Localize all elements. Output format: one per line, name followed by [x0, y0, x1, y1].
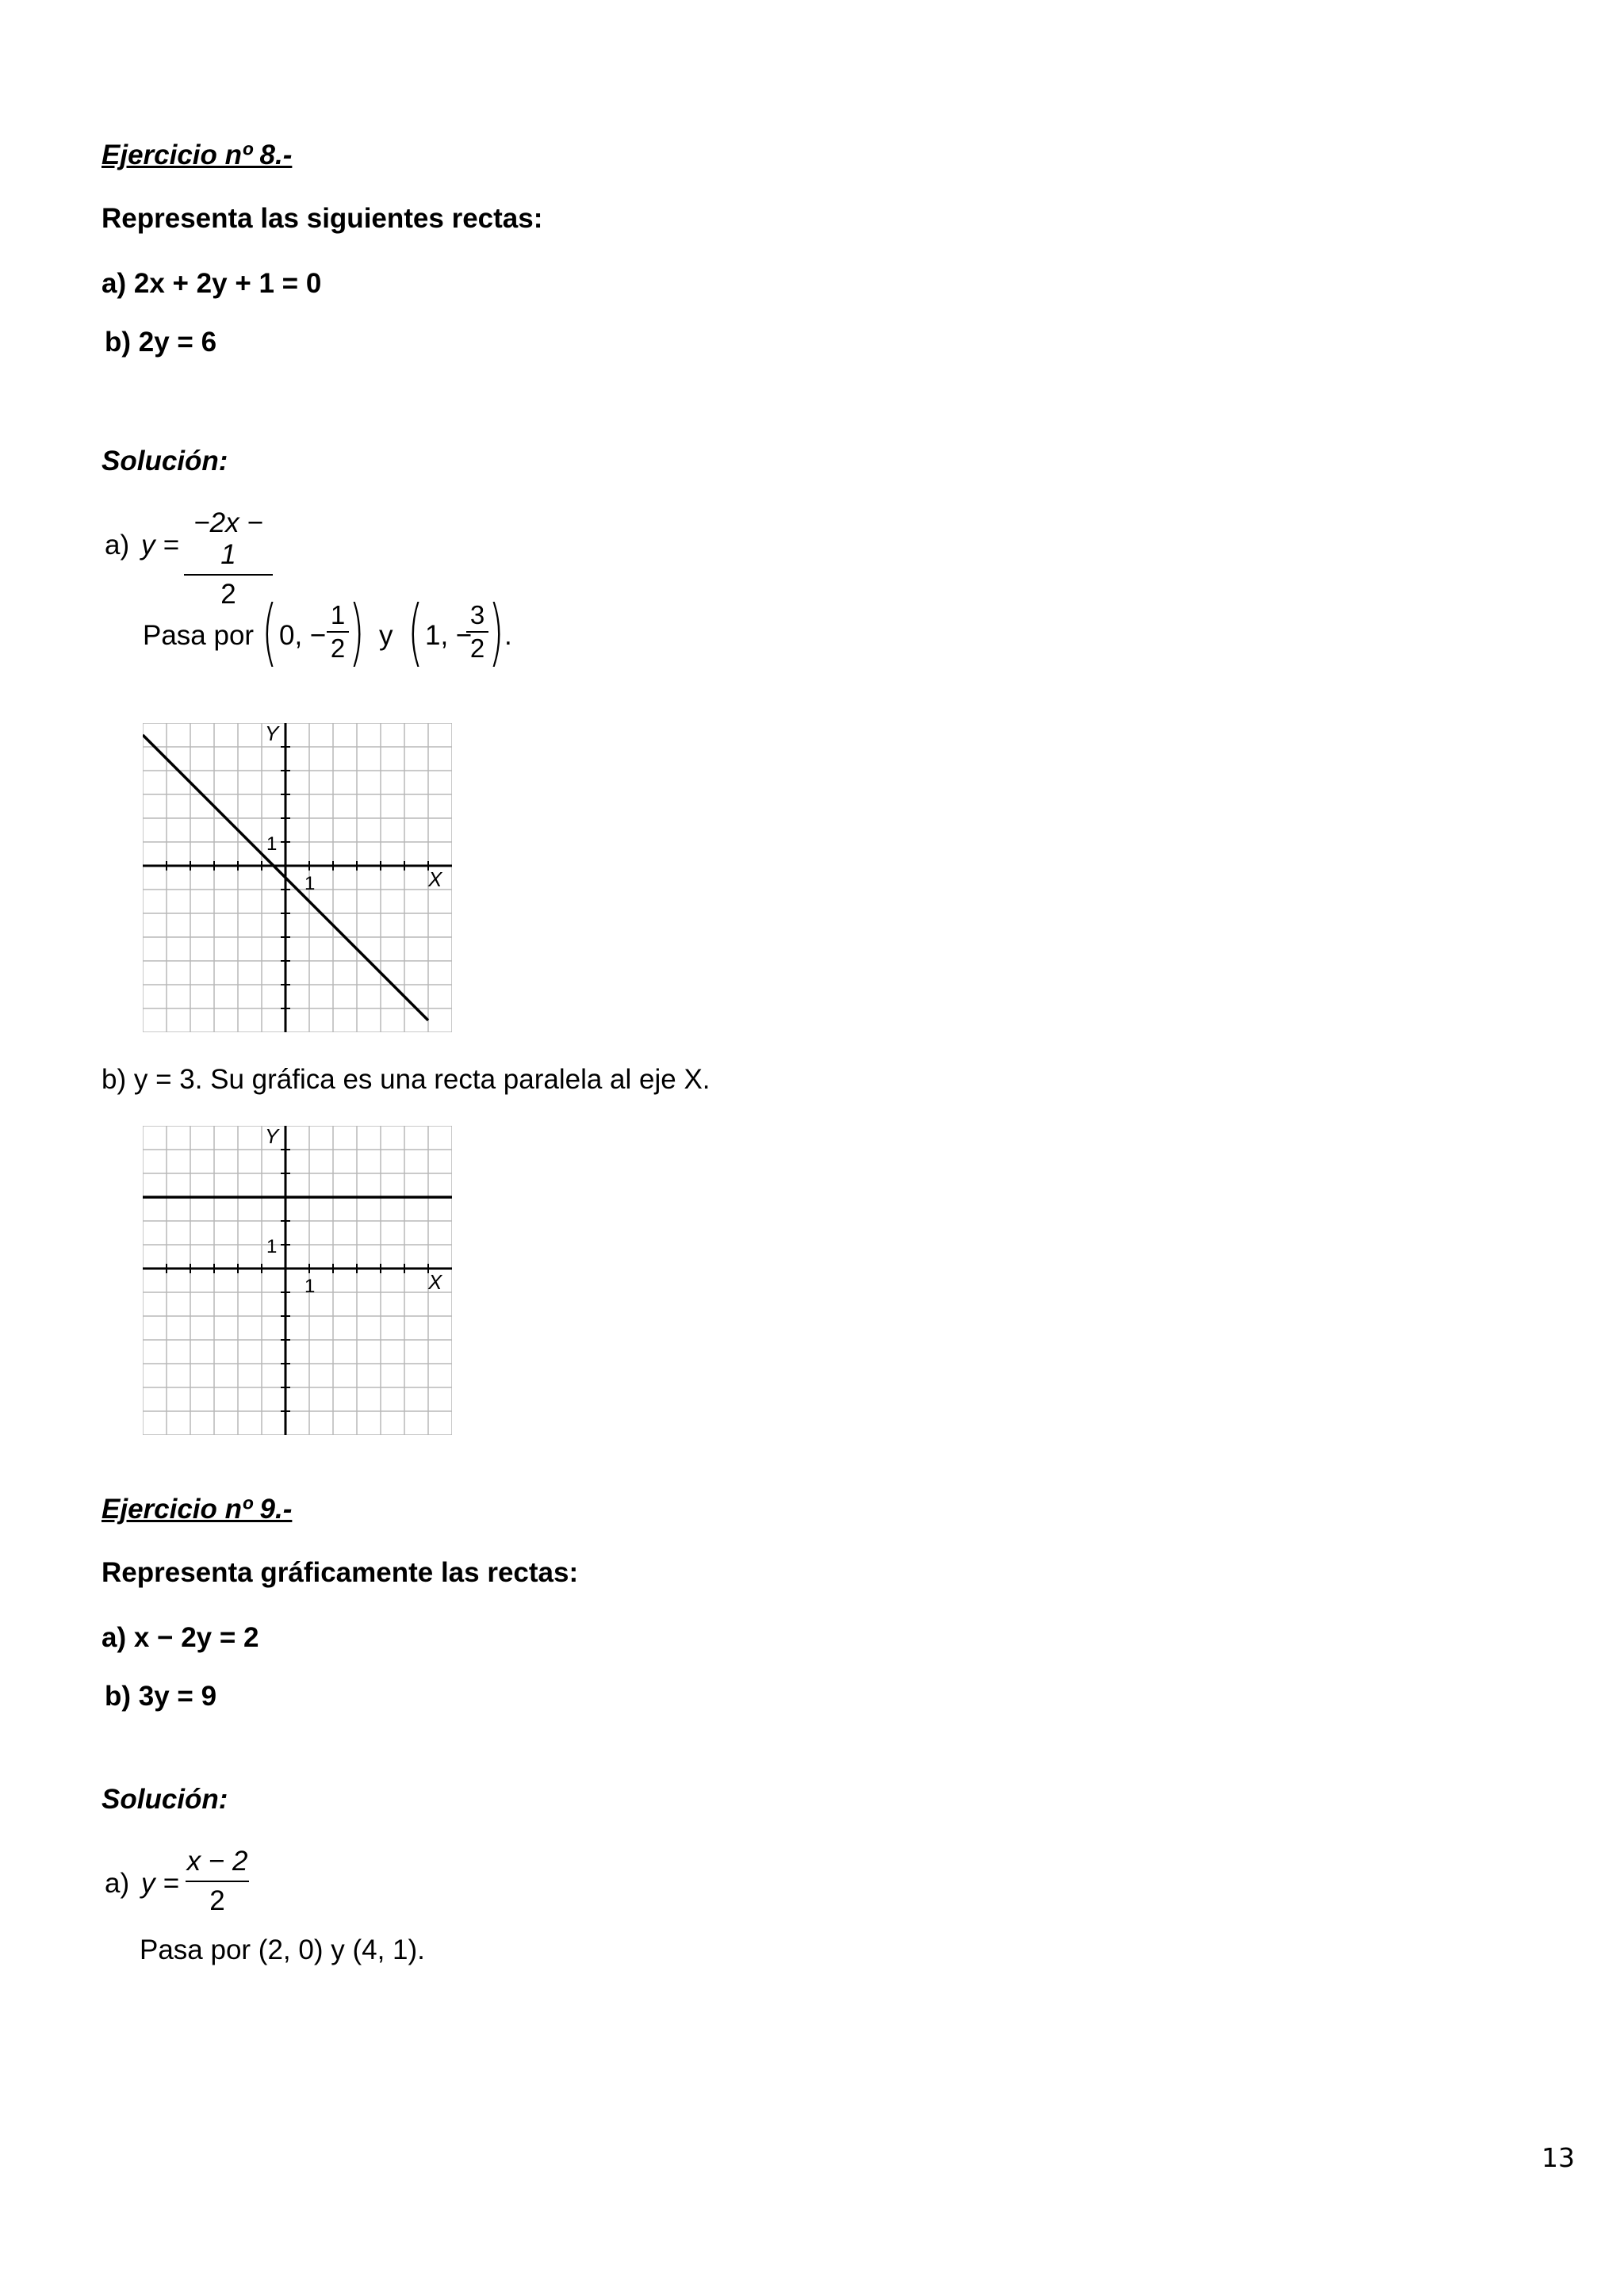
- point-2-x: 1, −: [425, 620, 473, 651]
- fraction-denominator: 2: [220, 579, 236, 610]
- ex9-solution-a-fraction: [186, 1846, 249, 1917]
- point-1-x: 0, −: [279, 620, 327, 651]
- x-tick-label: 1: [304, 873, 316, 894]
- paren-close-2: ): [488, 590, 504, 675]
- solution-a-fraction: [184, 507, 273, 610]
- point-2-fraction: [466, 601, 488, 663]
- conjunction-y: y: [379, 620, 393, 651]
- exercise-8-item-b: [105, 327, 216, 358]
- item-a-label: a): [102, 1622, 127, 1653]
- passes-through-label: Pasa por: [143, 620, 255, 651]
- fraction-bar: [184, 574, 273, 576]
- exercise-8-statement: Representa las siguientes rectas:: [102, 203, 543, 234]
- item-b-equation: 3y = 9: [138, 1681, 217, 1712]
- exercise-8-title: Ejercicio nº 8.-: [102, 140, 293, 170]
- item-a-label: a): [102, 268, 127, 299]
- x-tick-label: 1: [304, 1276, 316, 1297]
- paren-close-1: ): [349, 590, 365, 675]
- point-2-denominator: 2: [469, 633, 485, 663]
- item-a-equation: 2x + 2y + 1 = 0: [133, 268, 322, 299]
- solution-a-label: a): [105, 530, 130, 561]
- item-a-equation: x − 2y = 2: [133, 1622, 259, 1653]
- item-b-equation: 2y = 6: [138, 327, 217, 358]
- exercise-8-item-a: [102, 268, 321, 300]
- point-1-fraction: [327, 601, 349, 663]
- solution-b-text: b) y = 3. Su gráfica es una recta paralela al eje X.: [102, 1064, 710, 1095]
- y-axis-label: Y: [265, 723, 279, 745]
- paren-open-2: (: [408, 590, 423, 675]
- solution-a-lhs: y =: [141, 530, 179, 561]
- point-2-numerator: 3: [469, 600, 485, 629]
- ex9-solution-a-lhs: y =: [141, 1868, 179, 1899]
- paren-open-1: (: [262, 590, 278, 675]
- y-axis-label: Y: [265, 1126, 279, 1148]
- y-tick-label: 1: [266, 1236, 278, 1257]
- point-1-denominator: 2: [330, 633, 346, 663]
- exercise-9-solution-label: Solución:: [102, 1784, 228, 1815]
- fraction-bar: [186, 1881, 249, 1882]
- point-2-bar: [466, 631, 488, 633]
- exercise-8-solution-label: Solución:: [102, 446, 228, 476]
- exercise-9-statement: Representa gráficamente las rectas:: [102, 1557, 579, 1588]
- item-b-label: b): [105, 327, 132, 358]
- ex9-passes-through: Pasa por (2, 0) y (4, 1).: [140, 1934, 425, 1965]
- point-1-numerator: 1: [330, 600, 346, 629]
- exercise-9-title: Ejercicio nº 9.-: [102, 1494, 293, 1525]
- item-b-label: b): [105, 1681, 132, 1712]
- point-1-bar: [327, 631, 349, 633]
- y-tick-label: 1: [266, 833, 278, 855]
- fraction-numerator: −2x − 1: [193, 507, 263, 570]
- sentence-period: .: [504, 620, 512, 651]
- x-axis-label: X: [428, 1270, 442, 1294]
- fraction-numerator: x − 2: [186, 1846, 248, 1877]
- graph-line-b: [143, 1126, 452, 1435]
- page-number: 13: [1542, 2142, 1575, 2173]
- fraction-denominator: 2: [209, 1885, 225, 1916]
- ex9-solution-a-label: a): [105, 1868, 130, 1899]
- exercise-9-item-a: [102, 1622, 259, 1654]
- x-axis-label: X: [428, 867, 442, 891]
- graph-line-a: [143, 723, 452, 1032]
- exercise-9-item-b: [105, 1681, 216, 1712]
